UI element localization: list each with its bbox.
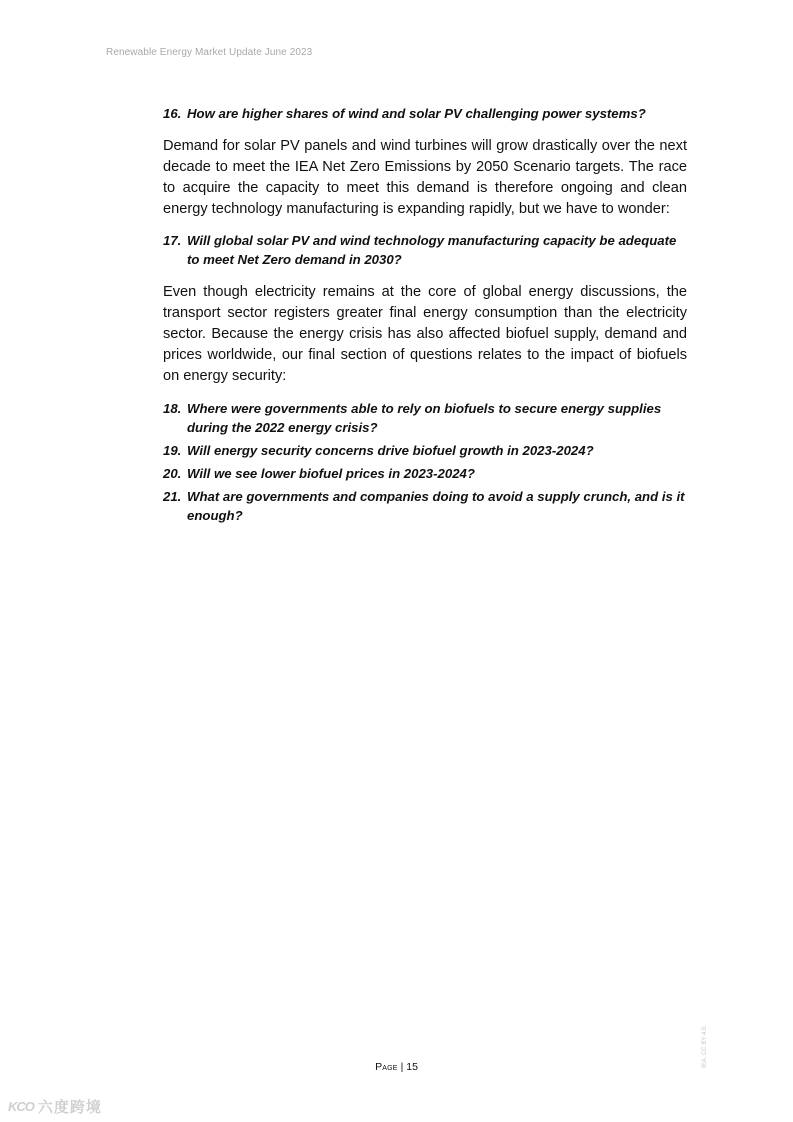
license-note: IEA. CC BY 4.0. [702, 1025, 708, 1068]
question-16 [163, 104, 687, 123]
question-text: How are higher shares of wind and solar PV challenging power systems? [187, 106, 646, 121]
question-17 [163, 231, 687, 269]
list-item [163, 464, 687, 483]
question-number: 16. [163, 106, 182, 121]
watermark-logo-icon: KCO [8, 1099, 34, 1114]
list-item [163, 399, 687, 437]
running-header: Renewable Energy Market Update June 2023 [106, 47, 313, 58]
paragraph-transport: Even though electricity remains at the core of global energy discussions, the transport sector registers greater final energy consumption than the electricity sector. Because the energy crisis has also affected biofuel supply, demand and prices worldwide, our final section of questions relates to the impact of biofuels on energy security: [163, 284, 687, 384]
page-separator: | [400, 1061, 404, 1073]
biofuel-question-list [163, 399, 687, 525]
page-word: Page [375, 1061, 398, 1073]
list-item [163, 441, 687, 460]
question-text: Will we see lower biofuel prices in 2023-2024? [187, 466, 475, 481]
watermark-text: 六度跨境 [37, 1099, 102, 1116]
question-number: 18. [163, 401, 182, 416]
page-body [163, 104, 687, 529]
page-number: 15 [406, 1061, 418, 1073]
page-number-footer [0, 1061, 793, 1073]
question-text: Where were governments able to rely on biofuels to secure energy supplies during the 2022 energy crisis? [187, 401, 662, 435]
question-text: Will global solar PV and wind technology manufacturing capacity be adequate to meet Net Zero demand in 2030? [187, 233, 677, 267]
question-number: 20. [163, 466, 182, 481]
watermark [8, 1096, 102, 1117]
list-item [163, 487, 687, 525]
question-number: 17. [163, 233, 182, 248]
question-number: 19. [163, 443, 182, 458]
paragraph-demand: Demand for solar PV panels and wind turbines will grow drastically over the next decade to meet the IEA Net Zero Emissions by 2050 Scenario targets. The race to acquire the capacity to meet this demand is therefore ongoing and clean energy technology manufacturing is expanding rapidly, but we have to wonder: [163, 138, 687, 217]
question-number: 21. [163, 489, 182, 504]
question-text: Will energy security concerns drive biofuel growth in 2023-2024? [187, 443, 594, 458]
question-text: What are governments and companies doing to avoid a supply crunch, and is it enough? [187, 489, 685, 523]
